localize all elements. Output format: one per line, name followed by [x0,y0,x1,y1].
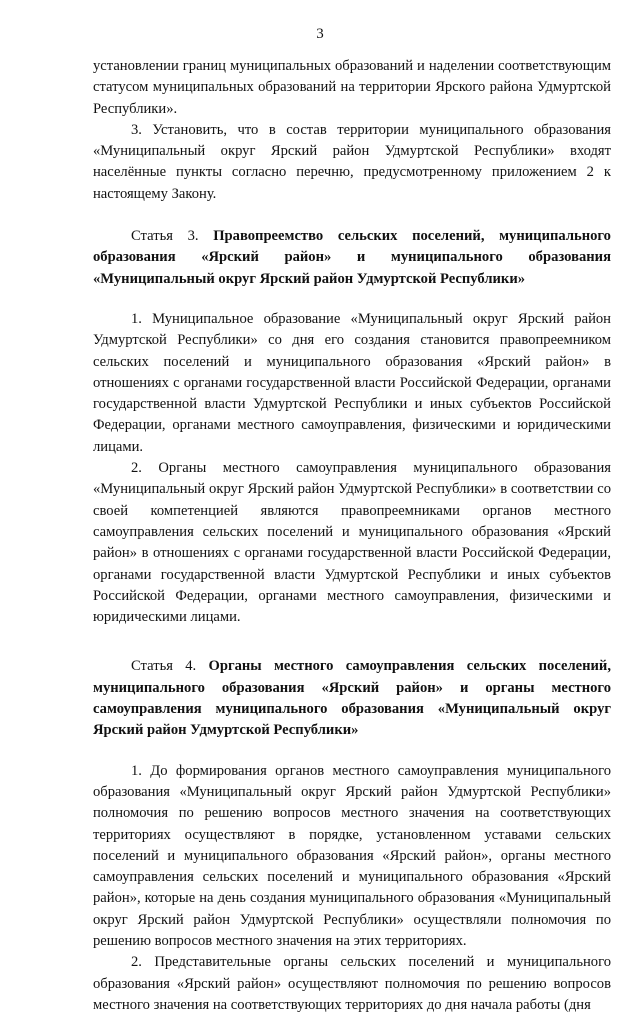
article-4-paragraph-1: 1. До формирования органов местного самоуправления муниципального образования «Муниципальный округ Ярский район Удмуртской Республики» полномочия по решению вопросов местного значения на соответствующих территориях осуществляют в порядке, установленном уставами сельских поселений и муниципального образования «Ярский район», органы местного самоуправления сельских поселений и муниципального образования «Ярский район», которые на день создания муниципального образования «Муниципальный округ Ярский район Удмуртской Республики» осуществляли полномочия по решению вопросов местного значения на этих территориях. [93,762,611,949]
page-number: 3 [316,26,324,42]
paragraph-item-3: 3. Установить, что в состав территории муниципального образования «Муниципальный округ Ярский район Удмуртской Республики» входят населённые пункты согласно перечню, предусмотренному приложением 2 к настоящему Закону. [93,121,611,202]
article-3-title: Правопреемство сельских поселений, муниципального образования «Ярский район» и муниципального образования «Муниципальный округ Ярский район Удмуртской Республики» [93,228,611,287]
article-3-heading [93,226,611,290]
article-4-paragraph-2: 2. Представительные органы сельских поселений и муниципального образования «Ярский район» осуществляют полномочия по решению вопросов местного значения на соответствующих территориях до дня начала работы (дня [93,954,611,1013]
article-3-paragraph-1: 1. Муниципальное образование «Муниципальный округ Ярский район Удмуртской Республики» со дня его создания становится правопреемником сельских поселений и муниципального образования «Ярский район» в отношениях с органами государственной власти Российской Федерации, органами государственной власти Удмуртской Республики и иных субъектов Российской Федерации, органами местного самоуправления, физическими и юридическими лицами. [93,310,611,455]
article-3-paragraph-2: 2. Органы местного самоуправления муниципального образования «Муниципальный округ Ярский район Удмуртской Республики» в соответствии со своей компетенцией являются правопреемниками органов местного самоуправления сельских поселений и муниципального образования «Ярский район» в отношениях с органами государственной власти Российской Федерации, органами государственной власти Удмуртской Республики и иных субъектов Российской Федерации, органами местного самоуправления, физическими и юридическими лицами. [93,460,611,626]
article-4-title: Органы местного самоуправления сельских поселений, муниципального образования «Ярский район» и органы местного самоуправления муниципального образования «Муниципальный округ Ярский район Удмуртской Республики» [93,658,611,739]
article-4-label: Статья 4. [131,658,197,675]
article-3-label: Статья 3. [131,228,199,245]
document-body [93,56,611,1016]
article-4-heading [93,656,611,741]
paragraph-continuation: установлении границ муниципальных образований и наделении соответствующим статусом муниципальных образований на территории Ярского района Удмуртской Республики». [93,58,611,117]
